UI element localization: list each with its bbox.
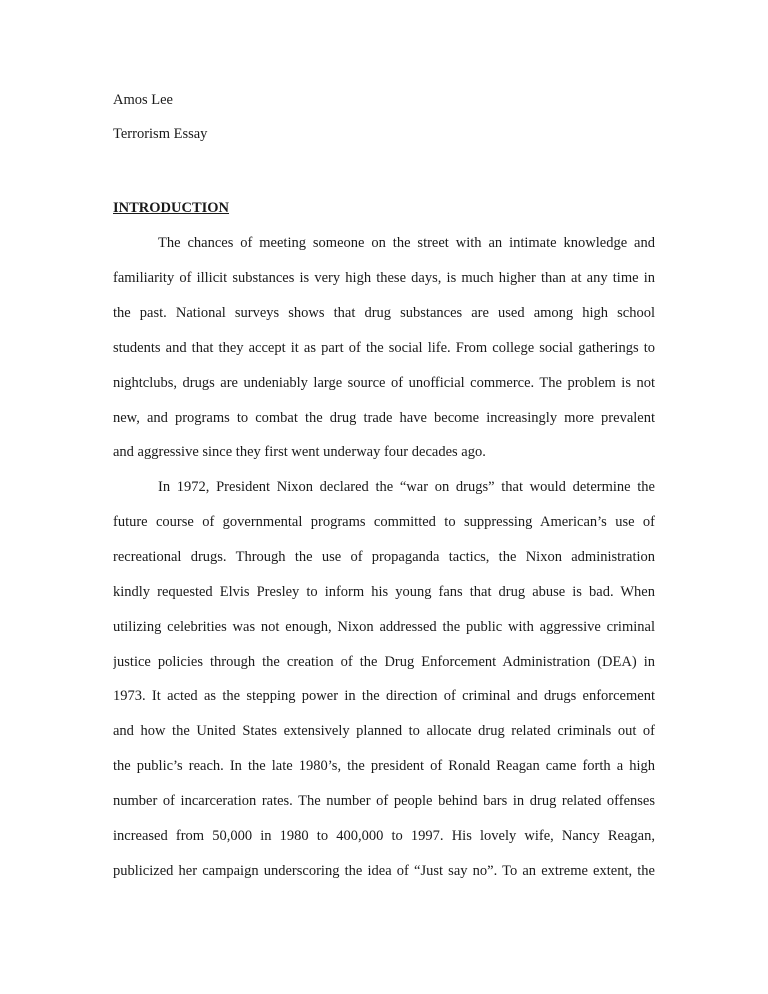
paragraph-line: familiarity of illicit substances is very high these days, is much higher than at any time in — [113, 270, 655, 286]
paragraph-line: utilizing celebrities was not enough, Nixon addressed the public with aggressive criminal — [113, 619, 655, 635]
paragraph-line: kindly requested Elvis Presley to inform his young fans that drug abuse is bad. When — [113, 584, 655, 600]
paragraph-line: 1973. It acted as the stepping power in the direction of criminal and drugs enforcement — [113, 688, 655, 704]
paragraph-line: The chances of meeting someone on the street with an intimate knowledge and — [158, 235, 655, 251]
essay-title: Terrorism Essay — [113, 126, 208, 142]
paragraph-line: future course of governmental programs committed to suppressing American’s use of — [113, 514, 655, 530]
section-heading: INTRODUCTION — [113, 200, 230, 216]
paragraph-line: students and that they accept it as part of the social life. From college social gatherings to — [113, 340, 655, 356]
paragraph-line: In 1972, President Nixon declared the “war on drugs” that would determine the — [158, 479, 655, 495]
paragraph-line: publicized her campaign underscoring the idea of “Just say no”. To an extreme extent, the — [113, 863, 655, 879]
paragraph-line: recreational drugs. Through the use of propaganda tactics, the Nixon administration — [113, 549, 655, 565]
paragraph-line: number of incarceration rates. The number of people behind bars in drug related offenses — [113, 793, 655, 809]
paragraph-line: increased from 50,000 in 1980 to 400,000 to 1997. His lovely wife, Nancy Reagan, — [113, 828, 655, 844]
author-name: Amos Lee — [113, 92, 173, 108]
paragraph-line: and how the United States extensively planned to allocate drug related criminals out of — [113, 723, 655, 739]
paragraph-line: nightclubs, drugs are undeniably large source of unofficial commerce. The problem is not — [113, 375, 655, 391]
paragraph-line: the past. National surveys shows that drug substances are used among high school — [113, 305, 655, 321]
paragraph-line: and aggressive since they first went underway four decades ago. — [113, 444, 486, 460]
paragraph-line: the public’s reach. In the late 1980’s, the president of Ronald Reagan came forth a high — [113, 758, 655, 774]
paragraph-line: justice policies through the creation of the Drug Enforcement Administration (DEA) in — [113, 654, 655, 670]
paragraph-line: new, and programs to combat the drug trade have become increasingly more prevalent — [113, 410, 655, 426]
